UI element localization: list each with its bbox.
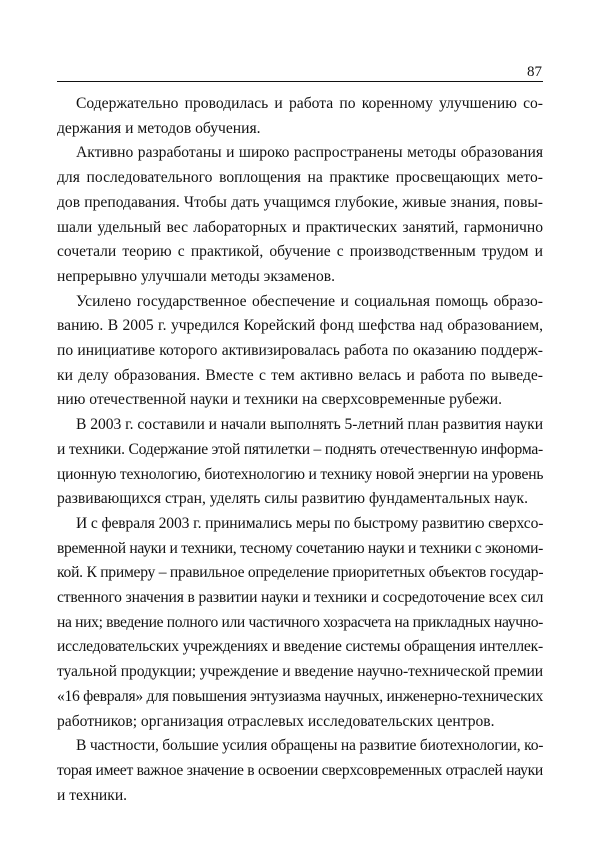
paragraph <box>57 512 543 734</box>
text-line: туальной продукции; учреждение и введение научно-технической премии <box>57 663 544 681</box>
text-line: держания и методов обучения. <box>57 119 261 137</box>
text-line: нию отечественной науки и техники на сверхсовременные рубежи. <box>57 391 503 409</box>
text-line: торая имеет важное значение в освоении сверхсовременных отраслей науки <box>57 761 543 779</box>
text-line: развивающихся стран, уделять силы развитию фундаментальных наук. <box>57 490 529 508</box>
text-line: Содержательно проводилась и работа по коренному улучшению со- <box>76 95 543 112</box>
text-line: и техники. <box>57 786 128 804</box>
text-line: И с февраля 2003 г. принимались меры по быстрому развитию сверхсо- <box>76 514 544 532</box>
text-line: В частности, большие усилия обращены на развитие биотехнологии, ко- <box>76 737 544 755</box>
paragraph <box>57 141 543 289</box>
text-line: Активно разработаны и широко распространены методы образования <box>76 144 543 162</box>
text-line: Усилено государственное обеспечение и социальная помощь образо- <box>76 292 543 310</box>
text-line: и техники. Содержание этой пятилетки – поднять отечественную информа- <box>57 440 543 458</box>
text-line: дов преподавания. Чтобы дать учащимся глубокие, живые знания, повы- <box>57 193 543 211</box>
text-line: «16 февраля» для повышения энтузиазма научных, инженерно-технических <box>57 687 543 705</box>
header-rule <box>57 81 543 82</box>
body-text <box>57 92 543 808</box>
text-line: ционную технологию, биотехнологию и технику новой энергии на уровень <box>57 465 544 483</box>
text-line: кой. К примеру – правильное определение приоритетных объектов государ- <box>57 564 544 582</box>
text-line: ки делу образования. Вместе с тем активно велась и работа по выведе- <box>57 366 543 384</box>
paragraph <box>57 290 543 414</box>
text-line: по инициативе которого активизировалась работа по оказанию поддерж- <box>57 342 543 360</box>
text-line: для последовательного воплощения на практике просвещающих мето- <box>57 169 543 187</box>
text-line: непрерывно улучшали методы экзаменов. <box>57 267 336 285</box>
paragraph <box>57 413 543 512</box>
text-line: сочетали теорию с практикой, обучение с производственным трудом и <box>57 243 543 261</box>
text-line: работников; организация отраслевых исследовательских центров. <box>57 712 495 730</box>
paragraph <box>57 734 543 808</box>
text-line: на них; введение полного или частичного хозрасчета на прикладных научно- <box>57 613 543 631</box>
text-line: ванию. В 2005 г. учредился Корейский фонд шефства над образованием, <box>57 317 543 335</box>
text-line: В 2003 г. составили и начали выполнять 5-летний план развития науки <box>76 416 543 434</box>
paragraph <box>57 92 543 141</box>
text-line: временной науки и техники, тесному сочетанию науки и техники с экономи- <box>57 539 543 557</box>
text-line: шали удельный вес лабораторных и практических занятий, гармонично <box>57 218 543 236</box>
text-line: исследовательских учреждениях и введение системы обращения интеллек- <box>57 638 543 656</box>
text-line: ственного значения в развитии науки и техники и сосредоточение всех сил <box>57 589 544 607</box>
page-number: 87 <box>527 64 542 80</box>
